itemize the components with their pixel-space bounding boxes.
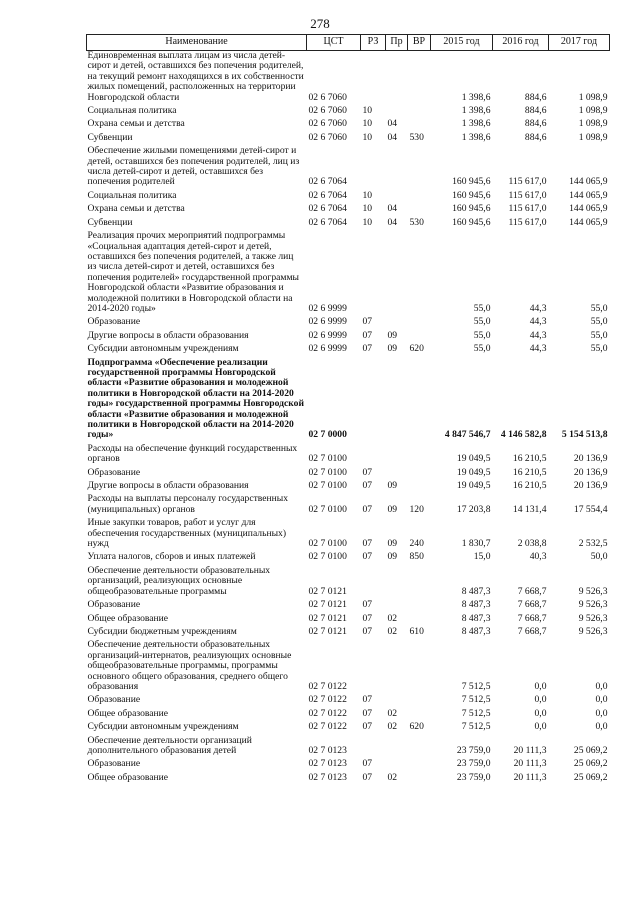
cell-2016: 20 111,3 bbox=[513, 771, 547, 783]
cell-cst: 02 6 9999 bbox=[308, 302, 347, 314]
table-row bbox=[87, 331, 610, 344]
cell-rz bbox=[361, 736, 386, 760]
cell-2017: 144 065,9 bbox=[569, 189, 608, 201]
cell-2016: 7 668,7 bbox=[517, 612, 547, 624]
cell-vr: 620 bbox=[409, 343, 424, 355]
cell-2017: 50,0 bbox=[590, 551, 608, 563]
cell-2017: 55,0 bbox=[590, 302, 608, 314]
table-row bbox=[87, 695, 610, 708]
cell-rz bbox=[361, 51, 386, 107]
cell-name: Субсидии автономным учреждениям bbox=[87, 343, 239, 355]
cell-vr bbox=[408, 773, 431, 786]
cell-2015: 7 512,5 bbox=[461, 680, 491, 692]
cell-rz: 07 bbox=[362, 707, 373, 719]
cell-rz: 10 bbox=[362, 118, 373, 130]
cell-rz: 07 bbox=[362, 343, 373, 355]
page-number: 278 bbox=[310, 16, 330, 31]
cell-vr bbox=[408, 191, 431, 204]
cell-name: Другие вопросы в области образования bbox=[87, 329, 249, 341]
cell-2016: 44,3 bbox=[529, 316, 547, 328]
cell-name: Субвенции bbox=[87, 131, 133, 143]
cell-2016: 2 038,8 bbox=[517, 538, 547, 550]
header-vr: ВР bbox=[408, 35, 431, 51]
cell-pr: 02 bbox=[387, 625, 398, 637]
cell-vr: 850 bbox=[409, 551, 424, 563]
cell-vr bbox=[408, 468, 431, 481]
header-2015: 2015 год bbox=[431, 35, 493, 51]
cell-pr: 09 bbox=[387, 343, 398, 355]
cell-pr: 04 bbox=[387, 203, 398, 215]
cell-cst: 02 7 0122 bbox=[308, 680, 347, 692]
cell-pr bbox=[386, 106, 408, 119]
cell-2017: 55,0 bbox=[590, 343, 608, 355]
cell-vr bbox=[408, 709, 431, 722]
cell-cst: 02 7 0123 bbox=[308, 758, 347, 770]
cell-2016: 0,0 bbox=[534, 721, 547, 733]
cell-2016: 44,3 bbox=[529, 302, 547, 314]
cell-vr bbox=[408, 106, 431, 119]
cell-2015: 23 759,0 bbox=[456, 771, 491, 783]
cell-cst: 02 7 0121 bbox=[308, 612, 347, 624]
table-row bbox=[87, 709, 610, 722]
cell-2015: 19 049,5 bbox=[456, 480, 491, 492]
table-row bbox=[87, 358, 610, 444]
cell-pr: 09 bbox=[387, 329, 398, 341]
cell-vr bbox=[408, 146, 431, 191]
cell-name: Общее образование bbox=[87, 771, 169, 783]
cell-2016: 0,0 bbox=[534, 694, 547, 706]
cell-2015: 8 487,3 bbox=[461, 625, 491, 637]
table-row bbox=[87, 146, 610, 191]
cell-2016: 115 617,0 bbox=[508, 189, 547, 201]
cell-name: Охрана семьи и детства bbox=[87, 203, 185, 215]
cell-2015: 15,0 bbox=[473, 551, 491, 563]
cell-pr bbox=[386, 146, 408, 191]
cell-cst: 02 6 9999 bbox=[308, 329, 347, 341]
cell-cst: 02 7 0122 bbox=[308, 707, 347, 719]
cell-2016: 20 111,3 bbox=[513, 758, 547, 770]
cell-2017: 0,0 bbox=[595, 721, 608, 733]
cell-cst: 02 6 7060 bbox=[308, 91, 347, 103]
cell-2017: 25 069,2 bbox=[573, 771, 608, 783]
cell-pr bbox=[386, 191, 408, 204]
cell-2017: 55,0 bbox=[590, 329, 608, 341]
cell-2015: 19 049,5 bbox=[456, 466, 491, 478]
cell-2017: 144 065,9 bbox=[569, 203, 608, 215]
table-row bbox=[87, 736, 610, 760]
cell-rz: 10 bbox=[362, 189, 373, 201]
table-row bbox=[87, 119, 610, 132]
cell-2016: 4 146 582,8 bbox=[500, 429, 547, 441]
table-row bbox=[87, 191, 610, 204]
cell-vr bbox=[408, 204, 431, 217]
cell-rz: 10 bbox=[362, 216, 373, 228]
cell-2015: 55,0 bbox=[473, 316, 491, 328]
cell-cst: 02 6 7064 bbox=[308, 176, 347, 188]
cell-name: Единовременная выплата лицам из числа детей-сирот и детей, оставшихся без попечения родителей, на текущий ремонт находящихся в их собственности жилых помещений, расположенных на территории Новгородской области bbox=[87, 50, 304, 103]
cell-name: Иные закупки товаров, работ и услуг для обеспечения государственных (муниципальных) нужд bbox=[87, 517, 287, 550]
cell-cst: 02 7 0100 bbox=[308, 466, 347, 478]
cell-2016: 115 617,0 bbox=[508, 203, 547, 215]
cell-2017: 20 136,9 bbox=[573, 480, 608, 492]
cell-2017: 9 526,3 bbox=[578, 585, 608, 597]
cell-rz: 10 bbox=[362, 105, 373, 117]
cell-2017: 20 136,9 bbox=[573, 453, 608, 465]
cell-vr bbox=[408, 317, 431, 330]
cell-2016: 20 111,3 bbox=[513, 744, 547, 756]
cell-cst: 02 7 0122 bbox=[308, 694, 347, 706]
cell-2016: 0,0 bbox=[534, 707, 547, 719]
cell-name: Социальная политика bbox=[87, 189, 177, 201]
cell-pr: 02 bbox=[387, 771, 398, 783]
cell-vr bbox=[408, 614, 431, 627]
cell-cst: 02 6 9999 bbox=[308, 316, 347, 328]
cell-name: Субсидии автономным учреждениям bbox=[87, 721, 239, 733]
cell-name: Обеспечение жилыми помещениями детей-сирот и детей, оставшихся без попечения родителей, лиц из числа детей-сирот и детей, оставшихся без попечения родителей bbox=[87, 145, 300, 188]
cell-pr: 09 bbox=[387, 538, 398, 550]
cell-2017: 1 098,9 bbox=[578, 91, 608, 103]
cell-2016: 16 210,5 bbox=[512, 480, 547, 492]
cell-vr bbox=[408, 331, 431, 344]
cell-name: Образование bbox=[87, 466, 141, 478]
cell-2016: 115 617,0 bbox=[508, 216, 547, 228]
cell-vr bbox=[408, 444, 431, 468]
cell-vr bbox=[408, 119, 431, 132]
cell-pr: 02 bbox=[387, 612, 398, 624]
cell-2017: 9 526,3 bbox=[578, 625, 608, 637]
table-row bbox=[87, 759, 610, 772]
table-row bbox=[87, 552, 610, 565]
table-row bbox=[87, 614, 610, 627]
cell-pr: 02 bbox=[387, 707, 398, 719]
cell-rz: 07 bbox=[362, 503, 373, 515]
cell-pr: 04 bbox=[387, 216, 398, 228]
table-row bbox=[87, 218, 610, 231]
cell-2015: 160 945,6 bbox=[452, 203, 491, 215]
cell-2017: 0,0 bbox=[595, 680, 608, 692]
cell-cst: 02 7 0123 bbox=[308, 744, 347, 756]
table-row bbox=[87, 627, 610, 640]
cell-pr bbox=[386, 566, 408, 600]
cell-2017: 9 526,3 bbox=[578, 612, 608, 624]
cell-2017: 144 065,9 bbox=[569, 176, 608, 188]
table-row bbox=[87, 722, 610, 735]
cell-cst: 02 6 7064 bbox=[308, 203, 347, 215]
cell-2015: 8 487,3 bbox=[461, 599, 491, 611]
cell-name: Субсидии бюджетным учреждениям bbox=[87, 625, 237, 637]
cell-rz bbox=[361, 640, 386, 695]
cell-2016: 884,6 bbox=[524, 131, 547, 143]
cell-2016: 7 668,7 bbox=[517, 585, 547, 597]
cell-cst: 02 7 0122 bbox=[308, 721, 347, 733]
table-row bbox=[87, 317, 610, 330]
table-row bbox=[87, 640, 610, 695]
cell-2017: 144 065,9 bbox=[569, 216, 608, 228]
cell-cst: 02 7 0100 bbox=[308, 480, 347, 492]
cell-rz: 07 bbox=[362, 599, 373, 611]
cell-2015: 160 945,6 bbox=[452, 176, 491, 188]
cell-name: Субвенции bbox=[87, 216, 133, 228]
cell-2015: 7 512,5 bbox=[461, 707, 491, 719]
cell-name: Образование bbox=[87, 316, 141, 328]
budget-table bbox=[86, 34, 610, 786]
cell-name: Обеспечение деятельности организаций дополнительного образования детей bbox=[87, 734, 252, 756]
cell-pr bbox=[386, 695, 408, 708]
header-pr: Пр bbox=[386, 35, 408, 51]
header-2017: 2017 год bbox=[549, 35, 610, 51]
table-row bbox=[87, 600, 610, 613]
cell-2016: 115 617,0 bbox=[508, 176, 547, 188]
cell-rz: 07 bbox=[362, 721, 373, 733]
cell-2017: 25 069,2 bbox=[573, 744, 608, 756]
cell-rz: 07 bbox=[362, 466, 373, 478]
cell-2016: 40,3 bbox=[529, 551, 547, 563]
cell-2016: 14 131,4 bbox=[512, 503, 547, 515]
cell-vr: 620 bbox=[409, 721, 424, 733]
cell-pr bbox=[386, 468, 408, 481]
cell-name: Подпрограмма «Обеспечение реализации государственной программы Новгородской области «Развитие образования и молодежной политики в Новгородской области на 2014-2020 годы» государственной программы Новгородской области «Развитие образования и молодежной политики в Новгородской области на 2014-2020 годы» bbox=[87, 356, 305, 441]
cell-2015: 160 945,6 bbox=[452, 189, 491, 201]
header-2016: 2016 год bbox=[493, 35, 549, 51]
table-row bbox=[87, 518, 610, 552]
cell-vr: 530 bbox=[409, 216, 424, 228]
cell-cst: 02 7 0100 bbox=[308, 503, 347, 515]
cell-2015: 1 830,7 bbox=[461, 538, 491, 550]
cell-2017: 25 069,2 bbox=[573, 758, 608, 770]
cell-2016: 44,3 bbox=[529, 343, 547, 355]
cell-cst: 02 7 0100 bbox=[308, 453, 347, 465]
cell-pr: 02 bbox=[387, 721, 398, 733]
cell-2016: 16 210,5 bbox=[512, 466, 547, 478]
table-row bbox=[87, 566, 610, 600]
table-header bbox=[87, 35, 610, 51]
cell-2017: 17 554,4 bbox=[573, 503, 608, 515]
cell-rz: 07 bbox=[362, 316, 373, 328]
cell-name: Образование bbox=[87, 694, 141, 706]
cell-2016: 884,6 bbox=[524, 105, 547, 117]
cell-rz: 10 bbox=[362, 203, 373, 215]
cell-vr bbox=[408, 481, 431, 494]
cell-cst: 02 6 7064 bbox=[308, 216, 347, 228]
table-row bbox=[87, 494, 610, 518]
cell-2015: 4 847 546,7 bbox=[444, 429, 491, 441]
cell-2017: 0,0 bbox=[595, 707, 608, 719]
cell-name: Общее образование bbox=[87, 707, 169, 719]
table-row bbox=[87, 106, 610, 119]
cell-name: Образование bbox=[87, 599, 141, 611]
cell-cst: 02 6 7064 bbox=[308, 189, 347, 201]
table-row bbox=[87, 344, 610, 357]
cell-pr: 09 bbox=[387, 503, 398, 515]
cell-2015: 1 398,6 bbox=[461, 118, 491, 130]
cell-2015: 55,0 bbox=[473, 343, 491, 355]
cell-rz: 10 bbox=[362, 131, 373, 143]
cell-2017: 1 098,9 bbox=[578, 131, 608, 143]
cell-vr bbox=[408, 600, 431, 613]
cell-rz bbox=[361, 444, 386, 468]
cell-2015: 8 487,3 bbox=[461, 612, 491, 624]
cell-2015: 23 759,0 bbox=[456, 744, 491, 756]
table-row bbox=[87, 773, 610, 786]
cell-cst: 02 6 7060 bbox=[308, 118, 347, 130]
cell-pr bbox=[386, 600, 408, 613]
cell-vr bbox=[408, 51, 431, 107]
cell-name: Охрана семьи и детства bbox=[87, 118, 185, 130]
cell-name: Расходы на выплаты персоналу государственных (муниципальных) органов bbox=[87, 493, 289, 515]
cell-vr: 610 bbox=[409, 625, 424, 637]
cell-2015: 1 398,6 bbox=[461, 105, 491, 117]
table-row bbox=[87, 444, 610, 468]
cell-name: Обеспечение деятельности образовательных организаций-интернатов, реализующих основные общеобразовательные программы, программы основного общего образования, среднего общего образования bbox=[87, 639, 292, 692]
cell-rz: 07 bbox=[362, 771, 373, 783]
cell-pr: 09 bbox=[387, 480, 398, 492]
cell-cst: 02 7 0000 bbox=[308, 429, 347, 441]
cell-2016: 7 668,7 bbox=[517, 599, 547, 611]
cell-2016: 16 210,5 bbox=[512, 453, 547, 465]
cell-2017: 1 098,9 bbox=[578, 118, 608, 130]
cell-2015: 17 203,8 bbox=[456, 503, 491, 515]
cell-pr bbox=[386, 759, 408, 772]
cell-name: Социальная политика bbox=[87, 105, 177, 117]
cell-pr: 09 bbox=[387, 551, 398, 563]
cell-2015: 1 398,6 bbox=[461, 91, 491, 103]
cell-name: Образование bbox=[87, 758, 141, 770]
header-cst: ЦСТ bbox=[307, 35, 361, 51]
table-row bbox=[87, 133, 610, 146]
cell-name: Общее образование bbox=[87, 612, 169, 624]
cell-2016: 884,6 bbox=[524, 91, 547, 103]
cell-vr bbox=[408, 640, 431, 695]
cell-name: Обеспечение деятельности образовательных организаций, реализующих основные общеобразовательные программы bbox=[87, 564, 271, 597]
cell-pr bbox=[386, 736, 408, 760]
cell-2016: 0,0 bbox=[534, 680, 547, 692]
cell-2017: 1 098,9 bbox=[578, 105, 608, 117]
cell-2015: 55,0 bbox=[473, 329, 491, 341]
table-row bbox=[87, 231, 610, 317]
table-row bbox=[87, 468, 610, 481]
cell-rz: 07 bbox=[362, 694, 373, 706]
cell-2015: 160 945,6 bbox=[452, 216, 491, 228]
cell-vr bbox=[408, 358, 431, 444]
cell-rz bbox=[361, 358, 386, 444]
cell-2017: 20 136,9 bbox=[573, 466, 608, 478]
cell-vr bbox=[408, 566, 431, 600]
cell-rz: 07 bbox=[362, 625, 373, 637]
cell-vr bbox=[408, 231, 431, 317]
table-row bbox=[87, 51, 610, 107]
table-row bbox=[87, 204, 610, 217]
cell-2017: 0,0 bbox=[595, 694, 608, 706]
cell-pr bbox=[386, 231, 408, 317]
cell-rz: 07 bbox=[362, 329, 373, 341]
cell-2016: 884,6 bbox=[524, 118, 547, 130]
cell-name: Расходы на обеспечение функций государственных органов bbox=[87, 442, 298, 465]
cell-cst: 02 6 7060 bbox=[308, 131, 347, 143]
cell-rz bbox=[361, 231, 386, 317]
cell-cst: 02 6 9999 bbox=[308, 343, 347, 355]
header-rz: РЗ bbox=[361, 35, 386, 51]
cell-name: Уплата налогов, сборов и иных платежей bbox=[87, 551, 256, 563]
cell-vr bbox=[408, 759, 431, 772]
cell-cst: 02 6 7060 bbox=[308, 105, 347, 117]
cell-2017: 2 532,5 bbox=[578, 538, 608, 550]
cell-cst: 02 7 0123 bbox=[308, 771, 347, 783]
cell-vr bbox=[408, 695, 431, 708]
cell-vr: 240 bbox=[409, 538, 424, 550]
header-name: Наименование bbox=[87, 35, 307, 51]
cell-2015: 23 759,0 bbox=[456, 758, 491, 770]
cell-2017: 55,0 bbox=[590, 316, 608, 328]
cell-vr: 120 bbox=[409, 503, 424, 515]
cell-rz: 07 bbox=[362, 480, 373, 492]
cell-rz bbox=[361, 146, 386, 191]
cell-pr: 04 bbox=[387, 118, 398, 130]
cell-2016: 7 668,7 bbox=[517, 625, 547, 637]
cell-cst: 02 7 0121 bbox=[308, 585, 347, 597]
cell-cst: 02 7 0121 bbox=[308, 599, 347, 611]
cell-name: Другие вопросы в области образования bbox=[87, 480, 249, 492]
cell-pr bbox=[386, 358, 408, 444]
table-row bbox=[87, 481, 610, 494]
cell-vr: 530 bbox=[409, 131, 424, 143]
cell-pr bbox=[386, 317, 408, 330]
cell-cst: 02 7 0100 bbox=[308, 551, 347, 563]
cell-pr: 04 bbox=[387, 131, 398, 143]
cell-rz: 07 bbox=[362, 758, 373, 770]
cell-2016: 44,3 bbox=[529, 329, 547, 341]
cell-2015: 19 049,5 bbox=[456, 453, 491, 465]
cell-2015: 7 512,5 bbox=[461, 694, 491, 706]
cell-rz: 07 bbox=[362, 551, 373, 563]
cell-2015: 55,0 bbox=[473, 302, 491, 314]
cell-rz: 07 bbox=[362, 538, 373, 550]
cell-2015: 7 512,5 bbox=[461, 721, 491, 733]
cell-2017: 9 526,3 bbox=[578, 599, 608, 611]
cell-2015: 1 398,6 bbox=[461, 131, 491, 143]
cell-pr bbox=[386, 640, 408, 695]
cell-rz: 07 bbox=[362, 612, 373, 624]
cell-cst: 02 7 0121 bbox=[308, 625, 347, 637]
cell-pr bbox=[386, 444, 408, 468]
cell-vr bbox=[408, 736, 431, 760]
cell-pr bbox=[386, 51, 408, 107]
cell-2015: 8 487,3 bbox=[461, 585, 491, 597]
cell-rz bbox=[361, 566, 386, 600]
cell-name: Реализация прочих мероприятий подпрограммы «Социальная адаптация детей-сирот и детей, оставшихся без попечения родителей, а также лиц из числа детей-сирот и детей, оставшихся без попечения родителей» государственной программы Новгородской области «Развитие образования и молодежной политики в Новгородской области на 2014-2020 годы» bbox=[87, 230, 299, 314]
cell-2017: 5 154 513,8 bbox=[561, 429, 608, 441]
cell-cst: 02 7 0100 bbox=[308, 538, 347, 550]
